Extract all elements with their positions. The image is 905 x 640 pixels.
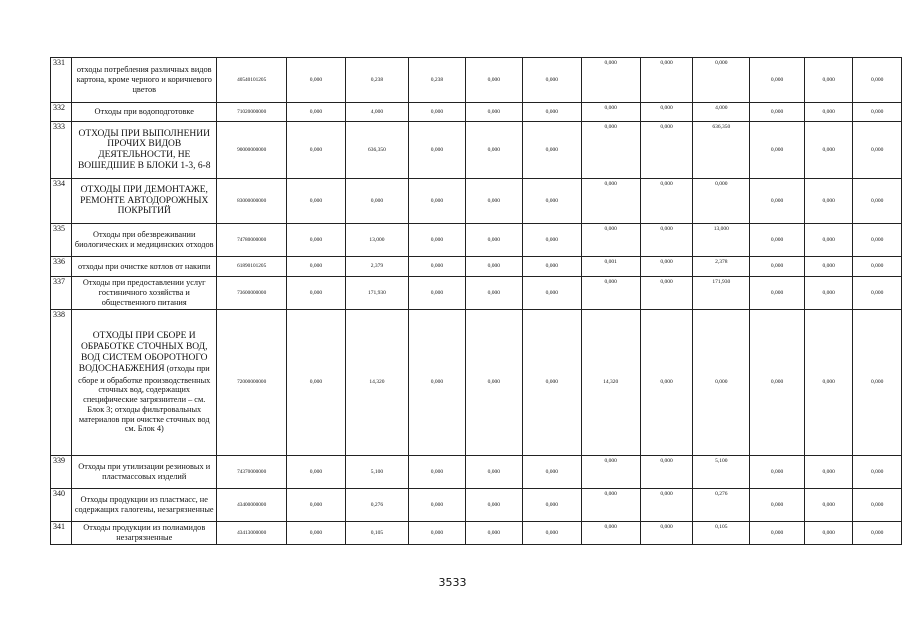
value-cell: 5,100 <box>693 456 750 489</box>
value-cell: 0,000 <box>805 456 853 489</box>
value-cell: 0,000 <box>465 257 522 277</box>
value-cell: 0,000 <box>409 456 466 489</box>
value-cell: 0,000 <box>640 257 693 277</box>
value-cell: 0,000 <box>465 456 522 489</box>
value-cell: 0,000 <box>581 277 640 310</box>
value-cell: 0,238 <box>409 58 466 103</box>
waste-name: ОТХОДЫ ПРИ ВЫПОЛНЕНИИ ПРОЧИХ ВИДОВ ДЕЯТЕЛЬНОСТИ, НЕ ВОШЕДШИЕ В БЛОКИ 1-3, 6-8 <box>72 122 217 179</box>
value-cell: 0,000 <box>345 179 408 224</box>
value-cell: 0,000 <box>465 179 522 224</box>
waste-name: отходы при очистке котлов от накипи <box>72 257 217 277</box>
row-number: 335 <box>51 224 72 257</box>
value-cell: 0,000 <box>693 310 750 456</box>
value-cell: 4,000 <box>345 103 408 122</box>
value-cell: 0,000 <box>286 310 345 456</box>
value-cell: 0,000 <box>853 103 902 122</box>
value-cell: 0,000 <box>853 310 902 456</box>
value-cell: 0,000 <box>805 58 853 103</box>
waste-code: 83000000000 <box>217 179 287 224</box>
value-cell: 0,000 <box>581 522 640 545</box>
value-cell: 0,000 <box>750 58 805 103</box>
value-cell: 0,000 <box>522 522 581 545</box>
value-cell: 0,000 <box>640 489 693 522</box>
value-cell: 0,000 <box>805 489 853 522</box>
page-number: 3533 <box>438 576 467 589</box>
waste-code: 71020000000 <box>217 103 287 122</box>
value-cell: 0,000 <box>805 179 853 224</box>
value-cell: 0,000 <box>286 103 345 122</box>
value-cell: 0,000 <box>640 224 693 257</box>
value-cell: 0,000 <box>640 456 693 489</box>
row-number: 338 <box>51 310 72 456</box>
value-cell: 636,350 <box>345 122 408 179</box>
value-cell: 0,000 <box>522 456 581 489</box>
value-cell: 0,000 <box>640 58 693 103</box>
value-cell: 0,000 <box>853 522 902 545</box>
value-cell: 171,930 <box>693 277 750 310</box>
value-cell: 13,000 <box>345 224 408 257</box>
waste-code: 90000000000 <box>217 122 287 179</box>
value-cell: 0,000 <box>522 224 581 257</box>
waste-table <box>50 57 902 545</box>
value-cell: 0,000 <box>805 277 853 310</box>
row-number: 331 <box>51 58 72 103</box>
value-cell: 0,000 <box>286 122 345 179</box>
value-cell: 14,320 <box>581 310 640 456</box>
table-row <box>51 103 902 122</box>
value-cell: 0,000 <box>805 103 853 122</box>
table-row <box>51 224 902 257</box>
value-cell: 0,000 <box>750 257 805 277</box>
value-cell: 0,000 <box>286 522 345 545</box>
value-cell: 0,000 <box>409 257 466 277</box>
value-cell: 0,000 <box>522 103 581 122</box>
waste-name <box>72 310 217 456</box>
waste-code: 74780000000 <box>217 224 287 257</box>
waste-name-note: (отходы при сборе и обработке производственных сточных вод, содержащих специфические загрязнители – см. Блок 3; отходы фильтровальных материалов при очистке сточных вод см. Блок 4) <box>78 364 211 434</box>
value-cell: 0,000 <box>581 489 640 522</box>
value-cell: 0,000 <box>750 224 805 257</box>
value-cell: 0,000 <box>286 179 345 224</box>
table-row <box>51 58 902 103</box>
row-number: 333 <box>51 122 72 179</box>
value-cell: 0,000 <box>409 179 466 224</box>
table-row <box>51 257 902 277</box>
row-number: 336 <box>51 257 72 277</box>
waste-name: Отходы продукции из пластмасс, не содержащих галогены, незагрязненные <box>72 489 217 522</box>
value-cell: 0,000 <box>640 179 693 224</box>
value-cell: 0,000 <box>409 489 466 522</box>
value-cell: 0,000 <box>853 179 902 224</box>
waste-name: Отходы при утилизации резиновых и пластмассовых изделий <box>72 456 217 489</box>
value-cell: 0,000 <box>805 224 853 257</box>
value-cell: 0,000 <box>409 310 466 456</box>
value-cell: 4,000 <box>693 103 750 122</box>
value-cell: 0,000 <box>409 522 466 545</box>
value-cell: 0,000 <box>465 103 522 122</box>
waste-code: 74370000000 <box>217 456 287 489</box>
value-cell: 0,000 <box>522 122 581 179</box>
value-cell: 0,000 <box>581 122 640 179</box>
value-cell: 0,000 <box>581 179 640 224</box>
value-cell: 0,000 <box>522 179 581 224</box>
value-cell: 0,000 <box>693 179 750 224</box>
value-cell: 0,000 <box>581 224 640 257</box>
value-cell: 0,000 <box>286 489 345 522</box>
row-number: 339 <box>51 456 72 489</box>
value-cell: 0,000 <box>750 277 805 310</box>
value-cell: 0,000 <box>465 58 522 103</box>
value-cell: 0,000 <box>522 277 581 310</box>
value-cell: 0,000 <box>750 489 805 522</box>
value-cell: 0,000 <box>581 58 640 103</box>
table-row <box>51 522 902 545</box>
value-cell: 0,000 <box>640 122 693 179</box>
value-cell: 0,000 <box>640 310 693 456</box>
value-cell: 0,000 <box>409 122 466 179</box>
value-cell: 0,000 <box>750 122 805 179</box>
value-cell: 0,000 <box>465 310 522 456</box>
value-cell: 0,105 <box>345 522 408 545</box>
value-cell: 0,276 <box>345 489 408 522</box>
waste-code: 61890101205 <box>217 257 287 277</box>
table-row <box>51 489 902 522</box>
value-cell: 0,000 <box>853 489 902 522</box>
value-cell: 0,000 <box>640 277 693 310</box>
value-cell: 0,000 <box>581 103 640 122</box>
waste-name: отходы потребления различных видов картона, кроме черного и коричневого цветов <box>72 58 217 103</box>
waste-code: 73600000000 <box>217 277 287 310</box>
value-cell: 0,000 <box>522 310 581 456</box>
value-cell: 5,100 <box>345 456 408 489</box>
value-cell: 0,000 <box>853 456 902 489</box>
value-cell: 0,000 <box>853 58 902 103</box>
row-number: 340 <box>51 489 72 522</box>
value-cell: 0,000 <box>805 522 853 545</box>
value-cell: 0,000 <box>853 277 902 310</box>
waste-name: Отходы продукции из полиамидов незагрязненные <box>72 522 217 545</box>
value-cell: 0,000 <box>522 58 581 103</box>
value-cell: 0,105 <box>693 522 750 545</box>
value-cell: 0,000 <box>465 489 522 522</box>
value-cell: 0,000 <box>522 257 581 277</box>
value-cell: 0,000 <box>286 58 345 103</box>
value-cell: 0,000 <box>465 224 522 257</box>
value-cell: 14,320 <box>345 310 408 456</box>
value-cell: 0,000 <box>750 456 805 489</box>
value-cell: 2,379 <box>345 257 408 277</box>
table-row <box>51 179 902 224</box>
waste-name-caps: ОТХОДЫ ПРИ СБОРЕ И ОБРАБОТКЕ СТОЧНЫХ ВОД, ВОД СИСТЕМ ОБОРОТНОГО ВОДОСНАБЖЕНИЯ <box>78 330 208 375</box>
value-cell: 0,000 <box>581 456 640 489</box>
table-row <box>51 456 902 489</box>
value-cell: 0,276 <box>693 489 750 522</box>
value-cell: 2,378 <box>693 257 750 277</box>
value-cell: 0,000 <box>750 103 805 122</box>
value-cell: 0,000 <box>409 224 466 257</box>
value-cell: 0,000 <box>640 103 693 122</box>
value-cell: 171,930 <box>345 277 408 310</box>
row-number: 337 <box>51 277 72 310</box>
value-cell: 0,000 <box>693 58 750 103</box>
waste-code: 72000000000 <box>217 310 287 456</box>
value-cell: 0,000 <box>853 122 902 179</box>
value-cell: 0,000 <box>522 489 581 522</box>
table-row <box>51 310 902 456</box>
value-cell: 0,000 <box>853 224 902 257</box>
waste-name: Отходы при водоподготовке <box>72 103 217 122</box>
value-cell: 0,000 <box>286 277 345 310</box>
waste-name: Отходы при предоставлении услуг гостиничного хозяйства и общественного питания <box>72 277 217 310</box>
value-cell: 0,000 <box>409 277 466 310</box>
value-cell: 0,000 <box>853 257 902 277</box>
waste-code: 43400000000 <box>217 489 287 522</box>
table-row <box>51 277 902 310</box>
value-cell: 0,000 <box>805 257 853 277</box>
value-cell: 0,000 <box>465 122 522 179</box>
waste-code: 40540101205 <box>217 58 287 103</box>
value-cell: 0,000 <box>286 224 345 257</box>
value-cell: 0,000 <box>750 179 805 224</box>
value-cell: 0,000 <box>805 310 853 456</box>
value-cell: 0,000 <box>286 257 345 277</box>
value-cell: 0,001 <box>581 257 640 277</box>
value-cell: 636,350 <box>693 122 750 179</box>
value-cell: 0,000 <box>409 103 466 122</box>
row-number: 332 <box>51 103 72 122</box>
value-cell: 0,000 <box>805 122 853 179</box>
value-cell: 0,000 <box>465 522 522 545</box>
table-row <box>51 122 902 179</box>
value-cell: 13,000 <box>693 224 750 257</box>
value-cell: 0,000 <box>465 277 522 310</box>
value-cell: 0,000 <box>750 310 805 456</box>
waste-name: Отходы при обезвреживании биологических и медицинских отходов <box>72 224 217 257</box>
row-number: 334 <box>51 179 72 224</box>
value-cell: 0,000 <box>640 522 693 545</box>
waste-code: 43413000000 <box>217 522 287 545</box>
value-cell: 0,238 <box>345 58 408 103</box>
value-cell: 0,000 <box>750 522 805 545</box>
row-number: 341 <box>51 522 72 545</box>
waste-name: ОТХОДЫ ПРИ ДЕМОНТАЖЕ, РЕМОНТЕ АВТОДОРОЖНЫХ ПОКРЫТИЙ <box>72 179 217 224</box>
value-cell: 0,000 <box>286 456 345 489</box>
